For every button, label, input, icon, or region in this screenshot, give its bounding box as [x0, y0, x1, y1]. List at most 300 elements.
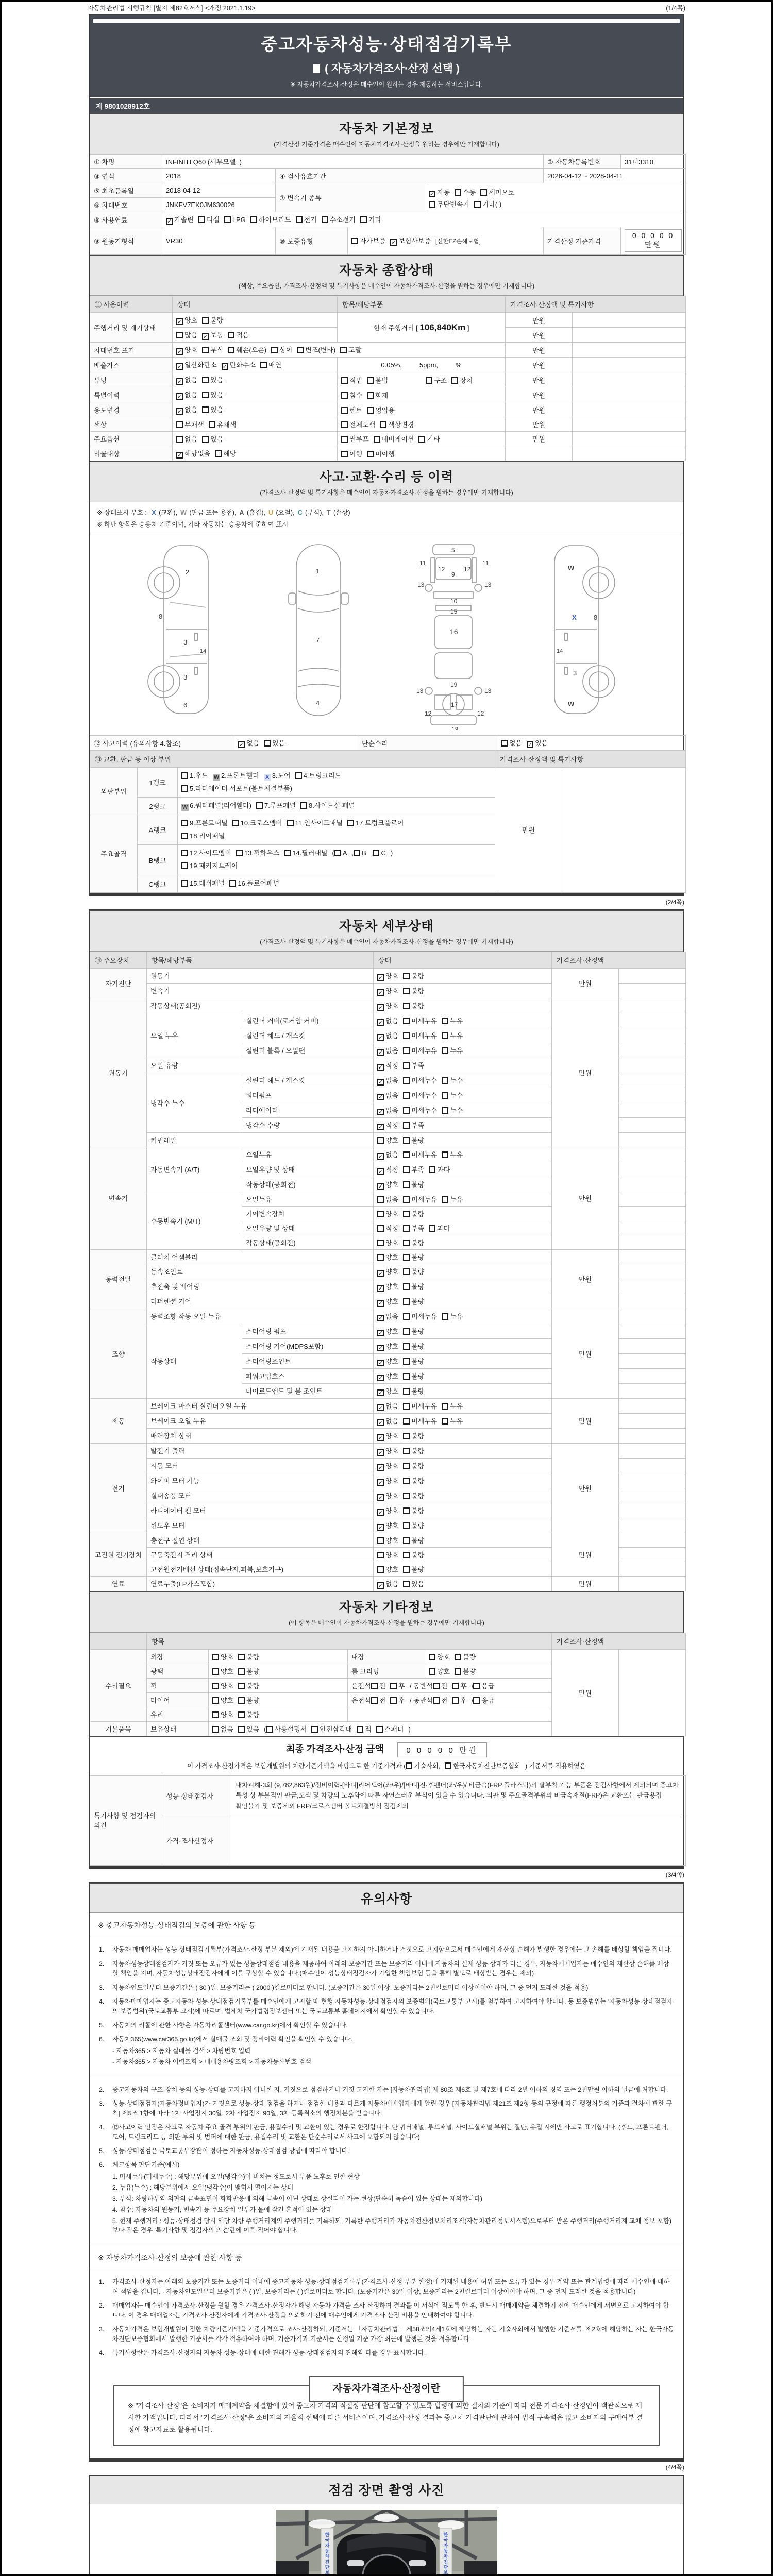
device-label: 전기	[90, 1443, 147, 1533]
svg-text:1: 1	[316, 567, 320, 575]
option	[377, 1372, 398, 1380]
option-label: 후	[398, 1696, 405, 1704]
option	[181, 785, 292, 792]
notice-item	[99, 2146, 674, 2156]
option-label: 없음	[385, 1417, 399, 1425]
option	[442, 1417, 463, 1425]
notice-item	[99, 2021, 674, 2030]
option-label: 침수	[349, 391, 363, 399]
checkbox-icon	[403, 1225, 410, 1232]
option	[403, 1137, 424, 1144]
inspector-label: 성능·상태점검자	[162, 1775, 230, 1816]
checkbox-icon	[202, 392, 209, 398]
option-label: 없음	[385, 1106, 399, 1114]
note-cell	[619, 1576, 686, 1591]
wide-options	[348, 1678, 552, 1692]
svg-text:8: 8	[594, 614, 598, 621]
checkbox-icon: ✓	[378, 1004, 383, 1011]
title-strip	[93, 19, 680, 23]
option	[377, 1181, 398, 1189]
option	[215, 450, 236, 457]
mark-x-icon: X	[264, 774, 271, 781]
table-row	[90, 417, 686, 432]
state-options	[374, 1309, 552, 1324]
option-label: 양호	[385, 1180, 399, 1189]
odometer-close: ]	[465, 324, 469, 332]
option	[232, 819, 282, 827]
note-cell	[619, 1058, 686, 1073]
option-label: 기타( )	[482, 200, 502, 208]
checkbox-icon	[377, 1254, 384, 1261]
option	[377, 1002, 398, 1010]
notice-number: 4.	[99, 2124, 105, 2131]
checkbox-icon	[341, 407, 348, 414]
inspection-photos	[90, 2504, 683, 2576]
svg-text:14: 14	[557, 648, 563, 654]
checkbox-icon	[238, 1711, 245, 1718]
state-options	[173, 446, 338, 461]
item-label: 시동 모터	[147, 1458, 374, 1473]
checkbox-icon	[341, 451, 348, 457]
option-label: 잭	[365, 1725, 372, 1733]
option	[377, 1580, 398, 1588]
rank-label: C랭크	[138, 875, 178, 892]
option-label: 미세누수	[411, 1076, 438, 1084]
checkbox-icon	[403, 1403, 410, 1410]
note-cell	[619, 1088, 686, 1103]
use-history-label: 색상	[90, 417, 173, 432]
option-label: 양호	[385, 1536, 399, 1545]
option-label: 12.사이드멤버	[190, 849, 231, 857]
page-1	[89, 14, 684, 896]
note-cell	[619, 1443, 686, 1458]
option-label: 양호	[437, 1653, 450, 1661]
option-label: 양호	[385, 1136, 399, 1144]
checkbox-icon	[373, 850, 379, 856]
text: ,	[351, 849, 354, 857]
note-cell	[573, 402, 686, 417]
checkbox-icon	[403, 1254, 410, 1261]
checkbox-icon	[212, 1654, 219, 1660]
checkbox-icon	[202, 377, 209, 383]
option	[377, 1225, 398, 1232]
notice-item	[99, 2277, 674, 2296]
option	[377, 1492, 398, 1500]
checkbox-icon	[474, 201, 481, 208]
checkbox-icon	[442, 1403, 448, 1410]
option	[377, 1507, 398, 1515]
notice-subitem: 2. 누유(누수) : 해당부위에서 오일(냉각수)이 맺혀서 떨어지는 상태	[112, 2184, 293, 2192]
state-options	[173, 328, 338, 343]
legend-mark-label: (판금 또는 용접),	[187, 509, 237, 516]
price-cell: 만원	[552, 968, 619, 998]
option	[373, 849, 385, 857]
checkbox-icon: ✓	[378, 1330, 383, 1336]
option-label: 18.리어패널	[190, 832, 225, 840]
use-history-label: 배출가스	[90, 358, 173, 372]
option	[403, 1477, 424, 1485]
other-col-item: 항목	[147, 1633, 552, 1649]
option	[334, 849, 347, 857]
checkbox-icon	[351, 238, 358, 244]
checkbox-icon: ✓	[378, 1153, 383, 1160]
valid-label: ④ 검사유효기간	[276, 169, 544, 183]
state-options	[374, 983, 552, 998]
option-label: 불량	[411, 1267, 425, 1276]
option-label: 부식	[210, 346, 224, 354]
option	[403, 1151, 437, 1159]
option-label: 있음	[210, 435, 224, 443]
option	[212, 1725, 233, 1733]
state-options	[374, 968, 552, 983]
reg-no-label: ② 자동차등록번호	[544, 155, 621, 169]
svg-text:16: 16	[450, 628, 458, 636]
notice-text	[112, 1997, 674, 2016]
other-item-label: 외장	[147, 1649, 209, 1664]
other-item-label-2: 룸 크리닝	[348, 1664, 425, 1678]
notice-paragraph: 특기사항란은 가격조사·산정자의 자동차 성능·상태에 대한 견해가 성능·상태점검자의 견해와 다를 경우 표시합니다.	[112, 2349, 426, 2357]
svg-text:한국자동차진단보증협회: 한 국 자 동 차 진 단 보	[325, 2532, 330, 2575]
note-cell	[619, 1503, 686, 1518]
page-3	[89, 1882, 684, 2461]
item-label: 연료누출(LP가스포함)	[147, 1576, 374, 1591]
checkbox-icon	[403, 1328, 410, 1335]
notice-number: 6.	[99, 2036, 105, 2043]
accident-history-label: ⑫ 사고이력 (유의사항 4.참조)	[90, 736, 234, 751]
option-label: 불량	[411, 1372, 425, 1380]
option	[238, 1653, 259, 1661]
option-label: 미세누유	[411, 1046, 438, 1055]
option-label: 도말	[348, 346, 362, 354]
option-label: 기술사회,	[414, 1762, 441, 1770]
option	[181, 879, 225, 887]
accident-subtitle: (가격조사·산정액 및 특기사항은 매수인이 자동차가격조사·산정을 원하는 경우에만 기재합니다)	[260, 489, 513, 496]
rank-items	[178, 798, 495, 815]
option	[452, 1682, 467, 1690]
option-label: LPG	[232, 216, 246, 224]
checkbox-icon	[433, 1697, 440, 1704]
item-label: 고전원전기배선 상태(접속단자,피복,보호기구)	[147, 1562, 374, 1576]
state-options	[374, 1294, 552, 1309]
note-cell	[619, 1368, 686, 1383]
text: 운전석	[351, 1682, 371, 1690]
option-label: 불량	[411, 1477, 425, 1485]
option-label: 불량	[463, 1653, 476, 1661]
price-cell: 만원	[506, 417, 573, 432]
checkbox-icon: ✓	[378, 1270, 383, 1277]
checkbox-icon	[256, 802, 263, 809]
other-col-price: 가격조사·산정액	[552, 1633, 686, 1649]
checkbox-icon	[403, 1137, 410, 1144]
checkbox-icon	[341, 392, 348, 399]
option-label: 상이	[279, 346, 293, 354]
option-label: 없음	[385, 1031, 399, 1040]
note-cell	[619, 1488, 686, 1503]
sub-item-label: 실린더 커버(로커암 커버)	[242, 1013, 374, 1028]
price-cell: 만원	[506, 372, 573, 387]
option	[426, 377, 447, 384]
state-options	[374, 1043, 552, 1058]
notice-number: 3.	[99, 2100, 105, 2108]
option	[442, 1032, 463, 1040]
text: (	[332, 849, 334, 857]
option	[403, 1047, 437, 1055]
option	[403, 1092, 437, 1099]
checkbox-icon	[403, 1047, 410, 1054]
option-label: 불량	[411, 1239, 425, 1247]
option	[341, 392, 362, 399]
notice-paragraph: 자동차매매업자는 중고자동차 성능·상태점검기록부를 매수인에게 고지할 때 현행 자동차성능·상태점검자의 보증범위(국토교통부 고시)를 첨부하여 고지하여야 합니다. 동 보증범위는 '자동차성능·상태점검자의 보증범위'(국토교통부 고시)에 따르며, 법제처 국가법령정보센터 또는 국토교통부 홈페이지에서 확인할 수 있습니다.	[112, 1998, 673, 2015]
checkbox-icon: ✓	[378, 1183, 383, 1190]
option	[374, 435, 414, 443]
state-options	[374, 1473, 552, 1488]
option	[377, 1417, 398, 1425]
page-4	[89, 2475, 684, 2576]
checkbox-icon	[287, 820, 294, 826]
price-cell: 만원	[552, 1533, 619, 1576]
option	[403, 1507, 424, 1515]
option-label: 하이브리드	[258, 216, 291, 224]
table-row	[90, 1147, 686, 1162]
table-row	[90, 1398, 686, 1413]
option	[341, 421, 375, 429]
svg-text:9: 9	[451, 571, 455, 578]
option-label: 적정	[385, 1224, 399, 1232]
checkbox-icon: ✓	[378, 1419, 383, 1426]
checkbox-icon	[377, 1552, 384, 1558]
notice-paragraph: 자동차성능상태점검자가 거짓 또는 오류가 있는 성능상태점검 내용을 제공하여 아래의 보증기간 또는 보증거리 이내에 자동차의 실제 성능·상태가 다른 경우, 자동차매매업자는 매수인의 재산상 손해를 배상할 책임을 지며, 자동차성능상태점검자에게 이를 구상할 수 있습니다.(매수인이 성능상태점검자가 가입한 책임보험 등을 통해 별도로 배상받는 경우는 제외)	[112, 1960, 669, 1977]
notice-item	[99, 2099, 674, 2118]
checkbox-icon: ✓	[239, 742, 244, 748]
notice-paragraph: ⑫사고이력 인정은 사고로 자동차 주요 골격 부위의 판금, 용접수리 및 교환이 있는 경우로 한정합니다. 단 쿼터패널, 루프패널, 사이드실패널 부위는 절단, 용접 시에만 사고로 표기합니다. (후드, 프론트펜더, 도어, 트렁크리드 등 외판 부위 및 범퍼에 대한 판금, 용접수리 및 교환은 단순수리로서 사고에 포함되지 않습니다)	[112, 2124, 669, 2141]
svg-text:12: 12	[477, 710, 484, 717]
notice-number: 2.	[99, 2302, 105, 2310]
option	[390, 1682, 405, 1690]
note-cell	[573, 343, 686, 358]
option	[229, 879, 279, 887]
option	[377, 1122, 398, 1129]
checkbox-icon	[371, 1683, 378, 1689]
option-label: 없음	[385, 1402, 399, 1410]
option-label: 미세누수	[411, 1091, 438, 1099]
option	[377, 1151, 398, 1159]
checkbox-icon	[455, 1668, 461, 1675]
checkbox-icon: ✓	[378, 1494, 383, 1501]
option-label: 2.프론트휀더	[221, 772, 259, 779]
car-name-label: ① 차명	[90, 155, 162, 169]
checkbox-icon	[238, 1668, 245, 1675]
option-label: 양호	[385, 1387, 399, 1395]
item-label: 윈도우 모터	[147, 1518, 374, 1533]
checkbox-icon	[322, 216, 328, 223]
option	[341, 406, 362, 414]
option	[455, 1668, 476, 1675]
option-label: C	[381, 849, 386, 857]
text: 5ppm,	[419, 361, 439, 369]
option-label: 가솔린	[174, 216, 194, 224]
checkbox-icon: ✓	[430, 191, 435, 197]
option-label: 후	[460, 1682, 467, 1690]
price-cell: 만원	[552, 1249, 619, 1309]
state-options-2	[425, 1649, 552, 1664]
option	[222, 361, 256, 369]
item-label: 브레이크 마스터 실린더오일 누유	[147, 1398, 374, 1413]
other-table	[90, 1633, 686, 1736]
option-label: 누유	[450, 1402, 463, 1410]
option-label: 한국자동차진단보증협회	[453, 1762, 520, 1770]
option-label: 전	[441, 1682, 448, 1690]
checkbox-icon: ✓	[378, 1375, 383, 1381]
repair-table	[90, 751, 686, 893]
checkbox-icon	[403, 1343, 410, 1350]
option-label: 양호	[184, 316, 198, 324]
state-options	[374, 1088, 552, 1103]
legend-prefix: ※ 상태표시 부호 :	[97, 509, 149, 516]
accident-history-options	[234, 736, 358, 751]
notice-paragraph: 자동차 매매업자는 성능·상태점검기록부(가격조사·산정 부분 제외)에 기재된 내용을 고지하지 아니하거나 거짓으로 고지함으로써 매수인에게 재산상 손해가 발생한 경우에는 그 손해를 배상할 책임을 집니다.	[112, 1946, 672, 1954]
state-options	[209, 1664, 348, 1678]
option	[212, 1697, 233, 1704]
option	[403, 1313, 437, 1320]
option-label: 양호	[385, 1432, 399, 1440]
state-options	[374, 1235, 552, 1249]
option-label: 과다	[437, 1165, 450, 1174]
option-label: 부족	[411, 1121, 425, 1129]
checkbox-icon: ✓	[378, 1168, 383, 1175]
use-history-label: 용도변경	[90, 402, 173, 417]
note-cell	[619, 1473, 686, 1488]
note-cell	[619, 1221, 686, 1235]
option-label: 불량	[246, 1653, 260, 1661]
option-label: 불량	[411, 1462, 425, 1470]
checkbox-icon: ✓	[378, 1079, 383, 1086]
state-options	[374, 1103, 552, 1117]
checkbox-icon	[271, 347, 278, 353]
option-label: 스패너	[384, 1725, 404, 1733]
first-reg-label: ⑤ 최초등록일	[90, 183, 162, 198]
checkbox-icon	[403, 1478, 410, 1484]
option	[377, 1092, 398, 1099]
checkbox-icon: ✓	[378, 989, 383, 996]
state-options	[374, 1132, 552, 1147]
option-label: 누수	[450, 1106, 463, 1114]
other-title: 자동차 기타정보	[339, 1600, 434, 1615]
note-cell	[619, 1043, 686, 1058]
option	[377, 1343, 398, 1350]
option-label: 없음	[246, 739, 260, 747]
checkbox-icon	[403, 1122, 410, 1129]
option-label: 없음	[184, 376, 198, 384]
checkbox-icon	[176, 421, 183, 428]
option	[351, 849, 366, 857]
table-row	[90, 402, 686, 417]
option-label: 14.필러패널	[292, 849, 328, 857]
option-label: 후	[398, 1682, 405, 1690]
svg-text:19: 19	[450, 681, 458, 688]
checkbox-icon	[295, 772, 302, 779]
checkbox-icon	[229, 880, 236, 887]
note-cell	[619, 1028, 686, 1043]
option-label: 화재	[375, 391, 389, 399]
checkbox-icon	[418, 436, 425, 443]
option	[377, 1402, 398, 1410]
checkbox-icon: ✓	[378, 1360, 383, 1366]
item-label: 자동변속기 (A/T)	[147, 1147, 242, 1192]
checkbox-icon	[341, 436, 348, 443]
option	[377, 1283, 398, 1291]
legend	[90, 502, 683, 535]
table-row	[90, 446, 686, 461]
option	[287, 819, 343, 827]
option	[377, 1328, 398, 1335]
option-label: 있음	[272, 739, 285, 747]
option-label: 불량	[411, 987, 425, 995]
note-cell	[619, 1383, 686, 1398]
checkbox-icon: ✓	[378, 1345, 383, 1351]
option	[377, 1298, 398, 1306]
simple-repair-label: 단순수리	[358, 736, 497, 751]
checkbox-icon: ✓	[391, 240, 396, 246]
option-label: 전체도색	[349, 421, 376, 429]
option-label: 보통	[210, 331, 224, 339]
option	[403, 1537, 424, 1545]
svg-text:15: 15	[450, 608, 458, 615]
table-row	[90, 313, 686, 328]
checkbox-icon: ✓	[177, 379, 182, 385]
option-label: 양호	[437, 1667, 450, 1675]
svg-text:13: 13	[417, 581, 425, 588]
engine-type-value: VR30	[162, 227, 276, 255]
option-label: 렌트	[349, 406, 363, 414]
option-label: 양호	[385, 1282, 399, 1291]
item-label: 실내송풍 모터	[147, 1488, 374, 1503]
photo-title: 점검 장면 촬영 사진	[328, 2483, 445, 2498]
price-cell: 만원	[552, 1147, 619, 1249]
notice-list-b	[90, 2077, 683, 2245]
sub-item-label: 스티어링조인트	[242, 1353, 374, 1368]
table-row	[90, 1533, 686, 1547]
option-label: 미세누유	[411, 1150, 438, 1159]
sub-item-label: 오일유량 및 상태	[242, 1162, 374, 1177]
page-marker-2: (2/4쪽)	[665, 898, 684, 906]
notice-text	[112, 2021, 348, 2030]
option-label: 19.패키지트레이	[190, 862, 238, 870]
checkbox-icon	[429, 1654, 435, 1660]
checkbox-icon	[390, 1697, 397, 1704]
use-history-label: 차대번호 표기	[90, 343, 173, 358]
checkbox-icon	[403, 988, 410, 994]
option	[403, 1210, 424, 1218]
checkbox-icon: ✓	[378, 974, 383, 981]
base-price-label: 가격산정 기준가격	[544, 227, 621, 255]
option-label: 불량	[210, 316, 224, 324]
rank-items	[178, 768, 495, 798]
state-options	[209, 1692, 348, 1707]
state-options-2	[425, 1664, 552, 1678]
note-cell	[619, 1413, 686, 1428]
table-row	[90, 387, 686, 402]
checkbox-icon	[340, 347, 347, 353]
final-price-note	[90, 1761, 683, 1770]
checkbox-icon	[224, 216, 231, 223]
checkbox-icon	[377, 1537, 384, 1544]
item-label: 클러치 어셈블리	[147, 1249, 374, 1264]
svg-text:6: 6	[183, 701, 188, 709]
transmission-options-line2	[429, 199, 682, 209]
checkbox-icon	[357, 1726, 363, 1733]
option	[360, 216, 381, 224]
checkbox-icon	[403, 1418, 410, 1425]
